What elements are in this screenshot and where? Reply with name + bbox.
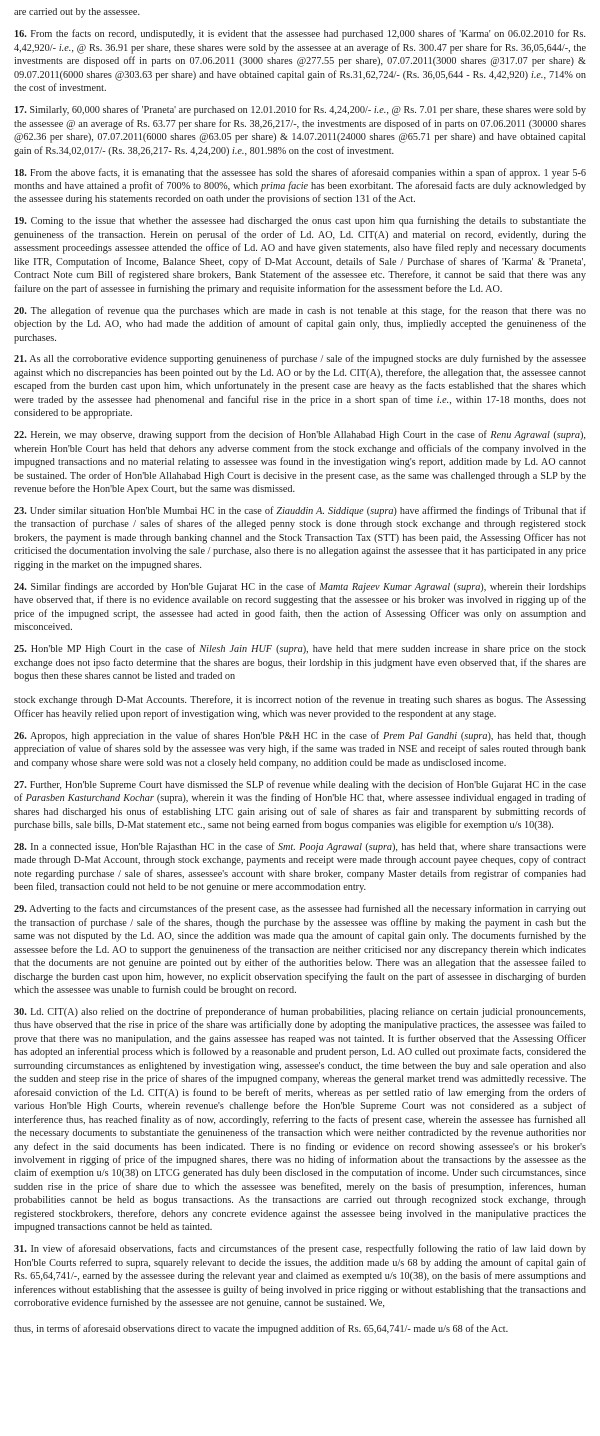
paragraph-31-part1: 31. In view of aforesaid observations, facts and circumstances of the present case, respectfully following the ratio of law laid down by Hon'ble Courts referred to supra, squarely relevant to decide the issues, the addition made u/s 68 by adding the amount of capital gain of Rs. 65,64,741/-, earned by the assessee during the relevant year and claimed as exempted u/s 10(38), on the basis of mere assumptions and inferences without establishing that the assessee is guilty of being involved in price rigging or without establishing that the transactions and corroborative evidence furnished by the assessee are not genuine, cannot be sustained. We,: [14, 1244, 586, 1310]
paragraph-number: 19.: [14, 216, 27, 228]
paragraph-number: 22.: [14, 430, 27, 442]
paragraph-continuation: [14, 6, 586, 19]
paragraph-number: 25.: [14, 644, 27, 656]
paragraph-number: 31.: [14, 1244, 27, 1256]
paragraph-28: 28. In a connected issue, Hon'ble Rajasthan HC in the case of Smt. Pooja Agrawal (supra), has held that, where share transactions were made through D-Mat Account, through stock exchange, payments and receipt were made through account payee cheques, copy of contract note regarding purchase / sale of shares, assessee's account with share broker, company Master details from registrar of companies had been filed, transaction could not held to be not genuine or mere accommodation entry.: [14, 842, 587, 894]
paragraph-number: 28.: [14, 842, 27, 854]
paragraph-23: 23. Under similar situation Hon'ble Mumbai HC in the case of Ziauddin A. Siddique (supra) have affirmed the findings of Tribunal that if the transaction of purchase / sales of shares of the alleged penny stock is done through stock exchange and through registered stock brokers, the payment is made through banking channel and the Stock Transaction Tax (STT) has been paid, the Assessing Officer has not criticised the documentation involving the sale / purchase, also there is no allegation against the assessee that it has participated in any price rigging in the market on the impugned shares.: [14, 506, 587, 571]
paragraph-number: 23.: [14, 506, 27, 517]
paragraph-30: 30. Ld. CIT(A) also relied on the doctrine of preponderance of human probabilities, placing reliance on certain judicial pronouncements, thus have observed that the rise in price of the share was artificially done by adopting the manipulative practices, the assessee was failed to prove that there was no manipulation, and the gains assessee has reaped was not tainted. It is further observed that the Assessing Officer has adopted an inferential process which is followed by a reasonable and prudent person, Ld. AO culled out proximate facts, considered the surrounding circumstances as enlightened by investigation wing, assessee's conduct, the time between the buy and sale operation and also the sudden and steep rise in the price of shares of the impugned company, whereas the general market trend was admittedly recessive. The aforesaid conviction of the Ld. CIT(A) is found to be bereft of merits, whereas as per settled ratio of law emerging from the orders of various Hon'ble High Courts, wherein revenue's challenge before the Hon'ble Supreme Court was not considered as a subject of interference thus, has reached finality as of now, accordingly, referring to the facts of present case, wherein the assessee has furnished all the necessary documents to substantiate the genuineness of the transaction which were neither contradicted by the revenue authorities nor any defect in the said documents has been indicated. There is no finding or evidence on record showing assessee's or his broker's involvement in rigging of price of the impugned shares, there was no hiding of information about the transactions by the assessee as the claim of exemption u/s 10(38) on LTCG generated has duly been disclosed in the computation of income. Under such circumstances, since sudden rise in the price of share due to which the assessee was benefited, merely on the basis of presumption, inferences, human probabilities cannot be held as bogus transactions. As the transactions are carried out through recognized stock exchange, through registered stockbrokers, therefore, dehors any concrete evidence against the assessee being involved in the manipulative practices the impugned transactions cannot be held as tainted.: [14, 1007, 586, 1234]
paragraph-text: thus, in terms of aforesaid observations direct to vacate the impugned addition of Rs. 65,64,741/- made u/s 68 of the Act.: [14, 1324, 509, 1336]
paragraph-29: 29. Adverting to the facts and circumstances of the present case, as the assessee had furnished all the necessary information in carrying out the transaction of purchase / sale of the shares, though the purchase by the assessee was offline by making the payment in cash but the same was not disputed by the Ld. AO, since the addition was made qua the amount of capital gain only. The documents furnished by the assessee before the Ld. AO to support the genuineness of the transaction are neither criticised nor any discrepancy therein which indicates that the documents are not genuine are pointed out by either of the authorities below. There was an allegation that the assessee failed to discharge the burden cast upon him, however, no explicit observation specifying the fault on the part of assessee in discharging of burden which the assessee was unable to furnish could be brought on record.: [14, 904, 586, 997]
paragraph-number: 27.: [14, 779, 27, 791]
paragraph-26: 26. Apropos, high appreciation in the value of shares Hon'ble P&H HC in the case of Prem Pal Gandhi (supra), has held that, though appreciation of value of shares sold by the assessee was very high, if the same was traded in NSE and receipt of sales routed through bank and company whose share were sold was not a closely held company, no addition could be made as undisclosed income.: [14, 730, 586, 769]
paragraph-22: 22. Herein, we may observe, drawing support from the decision of Hon'ble Allahabad High Court in the case of Renu Agrawal (supra), wherein Hon'ble Court has held that dehors any adverse comment from the stock exchange and officials of the company involved in the impugned transactions and no material relating to assessee was found in the investigation wing's report, addition made by Ld. AO cannot be sustained. The order of Hon'ble Allahabad High Court is decisive in the present case, as the same was challenged through a SLP by the revenue before the Hon'ble Apex Court, but the same was dismissed.: [14, 430, 586, 496]
paragraph-25-part1: 25. Hon'ble MP High Court in the case of Nilesh Jain HUF (supra), have held that mere sudden increase in share price on the stock exchange does not ipso facto determine that the shares are bogus, their lordship in this judgment have even observed that, if the shares are bogus then these shares cannot be listed and traded on: [14, 644, 586, 682]
paragraph-27: 27. Further, Hon'ble Supreme Court have dismissed the SLP of revenue while dealing with the decision of Hon'ble Gujarat HC in the case of Parasben Kasturchand Kochar (supra), wherein it was the finding of Hon'ble HC that, where assessee individual engaged in trading of shares had discharged his onus of establishing LTC gain arising out of sale of shares as fair and transparent by submitting records of purchase bills, sale bills, D-Mat statement etc., same not being earned from bogus companies was eligible for exemption u/s 10(38).: [14, 779, 586, 832]
paragraph-17: 17. Similarly, 60,000 shares of 'Praneta' are purchased on 12.01.2010 for Rs. 4,24,200/- i.e., @ Rs. 7.01 per share, these shares were sold by the assessee @ an average of Rs. 63.77 per share for Rs. 38,26,217/-, the investments are disposed of in parts on 07.06.2011 (30000 shares @62.36 per share), 07.07.2011(6000 shares @63.05 per share) & 14.07.2011(24000 shares @65.71 per share) and have obtained capital gain of Rs.34,02,017/- (Rs. 38,26,217- Rs. 4,24,200) i.e., 801.98% on the cost of investment.: [14, 105, 586, 157]
paragraph-20: 20. The allegation of revenue qua the purchases which are made in cash is not tenable at this stage, for the reason that there was no objection by the Ld. AO, who had made the addition of amount of capital gain only, thus, impliedly accepted the genuineness of the purchases.: [14, 305, 586, 344]
paragraph-number: 29.: [14, 904, 27, 916]
paragraph-19: 19. Coming to the issue that whether the assessee had discharged the onus cast upon him qua furnishing the details to substantiate the genuineness of the transaction. Herein on perusal of the order of Ld. AO, Ld. CIT(A) and material on record, evidently, during the assessment proceedings assessee attended the office of Ld. AO and have given statements, also have filed reply and necessary documents like ITR, Computation of Income, Balance Sheet, copy of D-Mat Account, details of Sale / Purchase of shares of 'Karma' & 'Praneta', Contract Note cum Bill of registered share brokers, Bank Statement of the assessee etc. Therefore, it cannot be said that there was any failure on the part of assessee in furnishing the primary and requisite information for the assessment before the Ld. AO.: [14, 216, 586, 295]
paragraph-number: 17.: [14, 105, 27, 117]
paragraph-21: 21. As all the corroborative evidence supporting genuineness of purchase / sale of the impugned stocks are duly furnished by the assessee against which no discrepancies has been pointed out by the Ld. AO or by the Ld. CIT(A), therefore, the allegation that, the assessee cannot escaped from the burden cast upon him, which unfortunately in the present case are heavy as the facts established that the shares which were traded by the assessee had phenomenal and fanciful rise in the price in a short span of time i.e., within 17-18 months, does not considered to be appropriate.: [14, 354, 586, 420]
paragraph-25-part2: [14, 694, 586, 721]
paragraph-number: 21.: [14, 354, 27, 366]
paragraph-number: 24.: [14, 581, 27, 593]
paragraph-24: 24. Similar findings are accorded by Hon'ble Gujarat HC in the case of Mamta Rajeev Kumar Agrawal (supra), wherein their lordships have observed that, if there is no evidence available on record suggesting that the assessee or his broker was involved in rigging up of the price of the impugned script, the assessee had acted in good faith, then the action of Assessing Officer was only on assumption and misconceived.: [14, 581, 586, 634]
paragraph-number: 26.: [14, 730, 27, 742]
paragraph-text: are carried out by the assessee.: [14, 7, 141, 18]
paragraph-number: 30.: [14, 1007, 27, 1018]
paragraph-text: stock exchange through D-Mat Accounts. Therefore, it is incorrect notion of the revenue in treating such shares as bogus. The Assessing Officer has heavily relied upon report of investigation wing, which was never provided to the respondent at any stage.: [14, 695, 586, 720]
paragraph-number: 18.: [14, 167, 27, 179]
paragraph-number: 16.: [14, 29, 27, 41]
paragraph-31-part2: [14, 1323, 586, 1336]
paragraph-16: 16. From the facts on record, undisputedly, it is evident that the assessee had purchased 12,000 shares of 'Karma' on 06.02.2010 for Rs. 4,42,920/- i.e., @ Rs. 36.91 per share, these shares were sold by the assessee at an average of Rs. 300.47 per share for Rs. 36,05,644/-, the investments are disposed off in parts on 07.06.2011 (3000 shares @277.55 per share), 07.07.2011(3000 shares @317.07 per share) & 09.07.2011(6000 shares @303.63 per share) and have obtained capital gain of Rs.31,62,724/- (Rs. 36,05,644 - Rs. 4,42,920) i.e., 714% on the cost of investment.: [14, 29, 586, 95]
paragraph-18: 18. From the above facts, it is emanating that the assessee has sold the shares of aforesaid companies within a span of approx. 1 year 5-6 months and have attained a profit of 700% to 800%, which prima facie has been exorbitant. The aforesaid facts are duly acknowledged by the assessee during his statements recorded on oath under the provisions of section 131 of the Act.: [14, 167, 586, 206]
paragraph-number: 20.: [14, 305, 27, 317]
